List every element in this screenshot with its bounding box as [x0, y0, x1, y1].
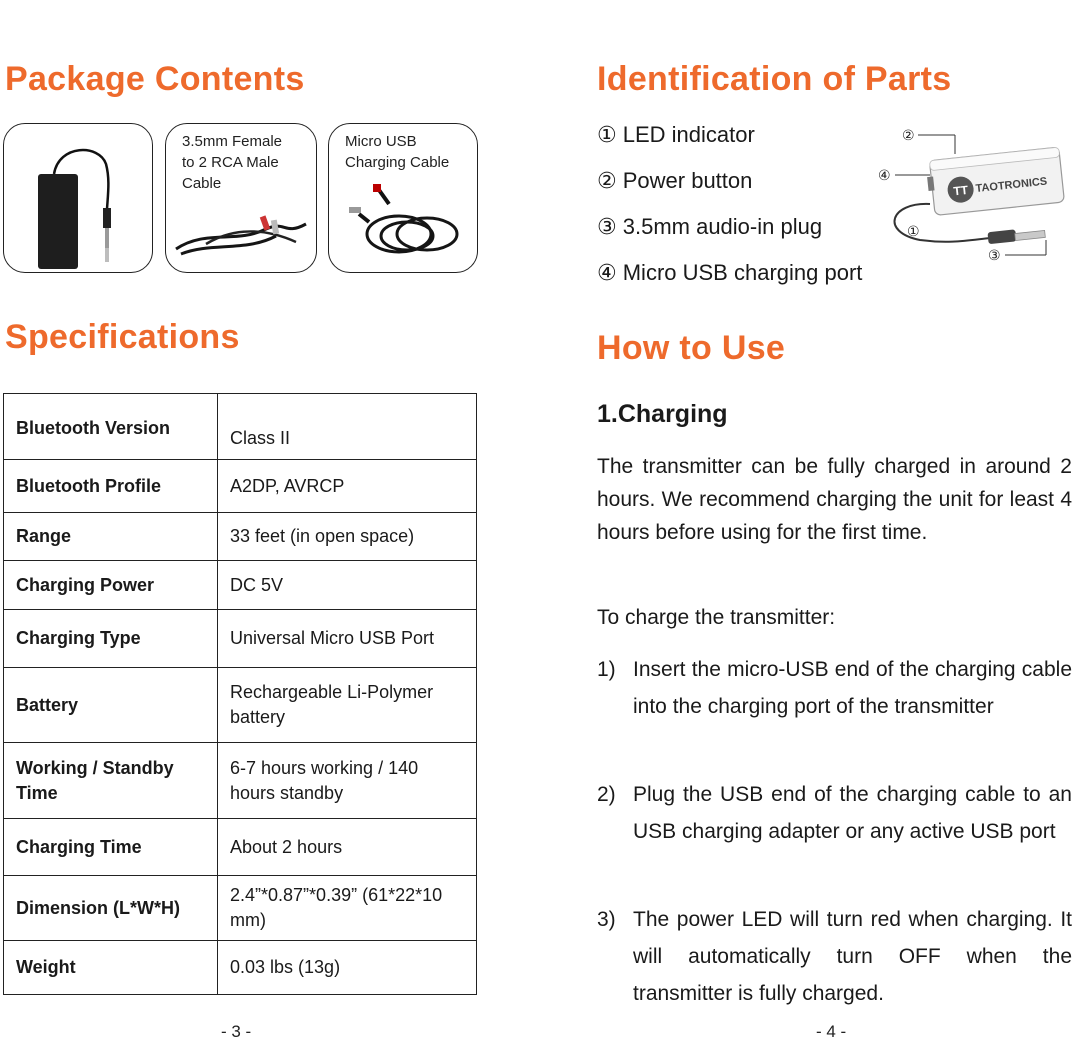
spec-key: Range — [4, 513, 218, 561]
charging-subheading: 1.Charging — [597, 400, 728, 428]
step-number: 2) — [597, 783, 616, 806]
spec-key: Charging Type — [4, 610, 218, 668]
spec-value: About 2 hours — [218, 819, 477, 876]
callout-led: ① — [907, 224, 920, 240]
parts-diagram — [860, 122, 1070, 272]
spec-row — [4, 876, 477, 941]
spec-value: A2DP, AVRCP — [218, 460, 477, 513]
part-number: ④ — [597, 260, 617, 285]
part-item — [597, 258, 862, 304]
spec-value: Rechargeable Li-Polymer battery — [218, 668, 477, 743]
spec-key: Charging Power — [4, 561, 218, 610]
spec-row — [4, 743, 477, 819]
package-item-transmitter — [3, 123, 153, 273]
how-to-use-heading: How to Use — [597, 329, 786, 367]
usb-cable-label: Micro USB Charging Cable — [345, 133, 450, 171]
part-label: 3.5mm audio-in plug — [622, 214, 823, 239]
spec-key: Weight — [4, 941, 218, 995]
step-number: 1) — [597, 658, 616, 681]
callout-audio-plug: ③ — [988, 248, 1001, 264]
spec-value: 33 feet (in open space) — [218, 513, 477, 561]
package-contents-heading: Package Contents — [5, 60, 305, 98]
part-number: ② — [597, 168, 617, 193]
specifications-heading: Specifications — [5, 318, 240, 356]
spec-row — [4, 394, 477, 460]
spec-key: Working / Standby Time — [4, 743, 218, 819]
part-label: Micro USB charging port — [622, 260, 863, 285]
identification-heading: Identification of Parts — [597, 60, 952, 98]
callout-power-button: ② — [902, 128, 915, 144]
spec-value: DC 5V — [218, 561, 477, 610]
spec-row — [4, 610, 477, 668]
spec-row — [4, 513, 477, 561]
package-item-usb-cable — [328, 123, 478, 273]
brand-logo-text: TAOTRONICS — [975, 175, 1048, 196]
step-item — [597, 651, 1072, 725]
spec-row — [4, 561, 477, 610]
spec-row — [4, 668, 477, 743]
page-number-left: - 3 - — [221, 1022, 252, 1041]
spec-value: Universal Micro USB Port — [218, 610, 477, 668]
step-text: Insert the micro-USB end of the charging cable into the charging port of the transmitter — [633, 658, 1072, 718]
spec-value: Class II — [218, 394, 477, 460]
svg-text:TT: TT — [952, 182, 969, 199]
spec-value: 6-7 hours working / 140 hours standby — [218, 743, 477, 819]
step-number: 3) — [597, 908, 616, 931]
part-item — [597, 166, 862, 212]
package-item-rca-cable — [165, 123, 317, 273]
spec-value: 2.4”*0.87”*0.39” (61*22*10 mm) — [218, 876, 477, 941]
specifications-table — [3, 393, 477, 995]
charging-intro: The transmitter can be fully charged in around 2 hours. We recommend charging the unit for least 4 hours before using for the first time. — [597, 455, 1072, 544]
spec-key: Dimension (L*W*H) — [4, 876, 218, 941]
spec-row — [4, 941, 477, 995]
step-text: The power LED will turn red when charging. It will automatically turn OFF when the transmitter is fully charged. — [633, 908, 1072, 1005]
transmitter-image — [4, 124, 153, 273]
spec-row — [4, 460, 477, 513]
parts-list — [597, 120, 862, 304]
part-item — [597, 120, 862, 166]
part-item — [597, 212, 862, 258]
spec-key: Charging Time — [4, 819, 218, 876]
part-number: ③ — [597, 214, 617, 239]
step-item — [597, 901, 1072, 1012]
spec-key: Battery — [4, 668, 218, 743]
part-label: Power button — [622, 168, 753, 193]
spec-key: Bluetooth Profile — [4, 460, 218, 513]
callout-usb-port: ④ — [878, 168, 891, 184]
part-number: ① — [597, 122, 617, 147]
page-number-right: - 4 - — [816, 1022, 847, 1041]
step-text: Plug the USB end of the charging cable to an USB charging adapter or any active USB port — [633, 783, 1072, 843]
spec-key: Bluetooth Version — [4, 394, 218, 460]
part-label: LED indicator — [622, 122, 755, 147]
spec-value: 0.03 lbs (13g) — [218, 941, 477, 995]
rca-cable-label: 3.5mm Female to 2 RCA Male Cable — [182, 133, 283, 192]
step-item — [597, 776, 1072, 850]
charging-lead: To charge the transmitter: — [597, 606, 836, 629]
spec-row — [4, 819, 477, 876]
